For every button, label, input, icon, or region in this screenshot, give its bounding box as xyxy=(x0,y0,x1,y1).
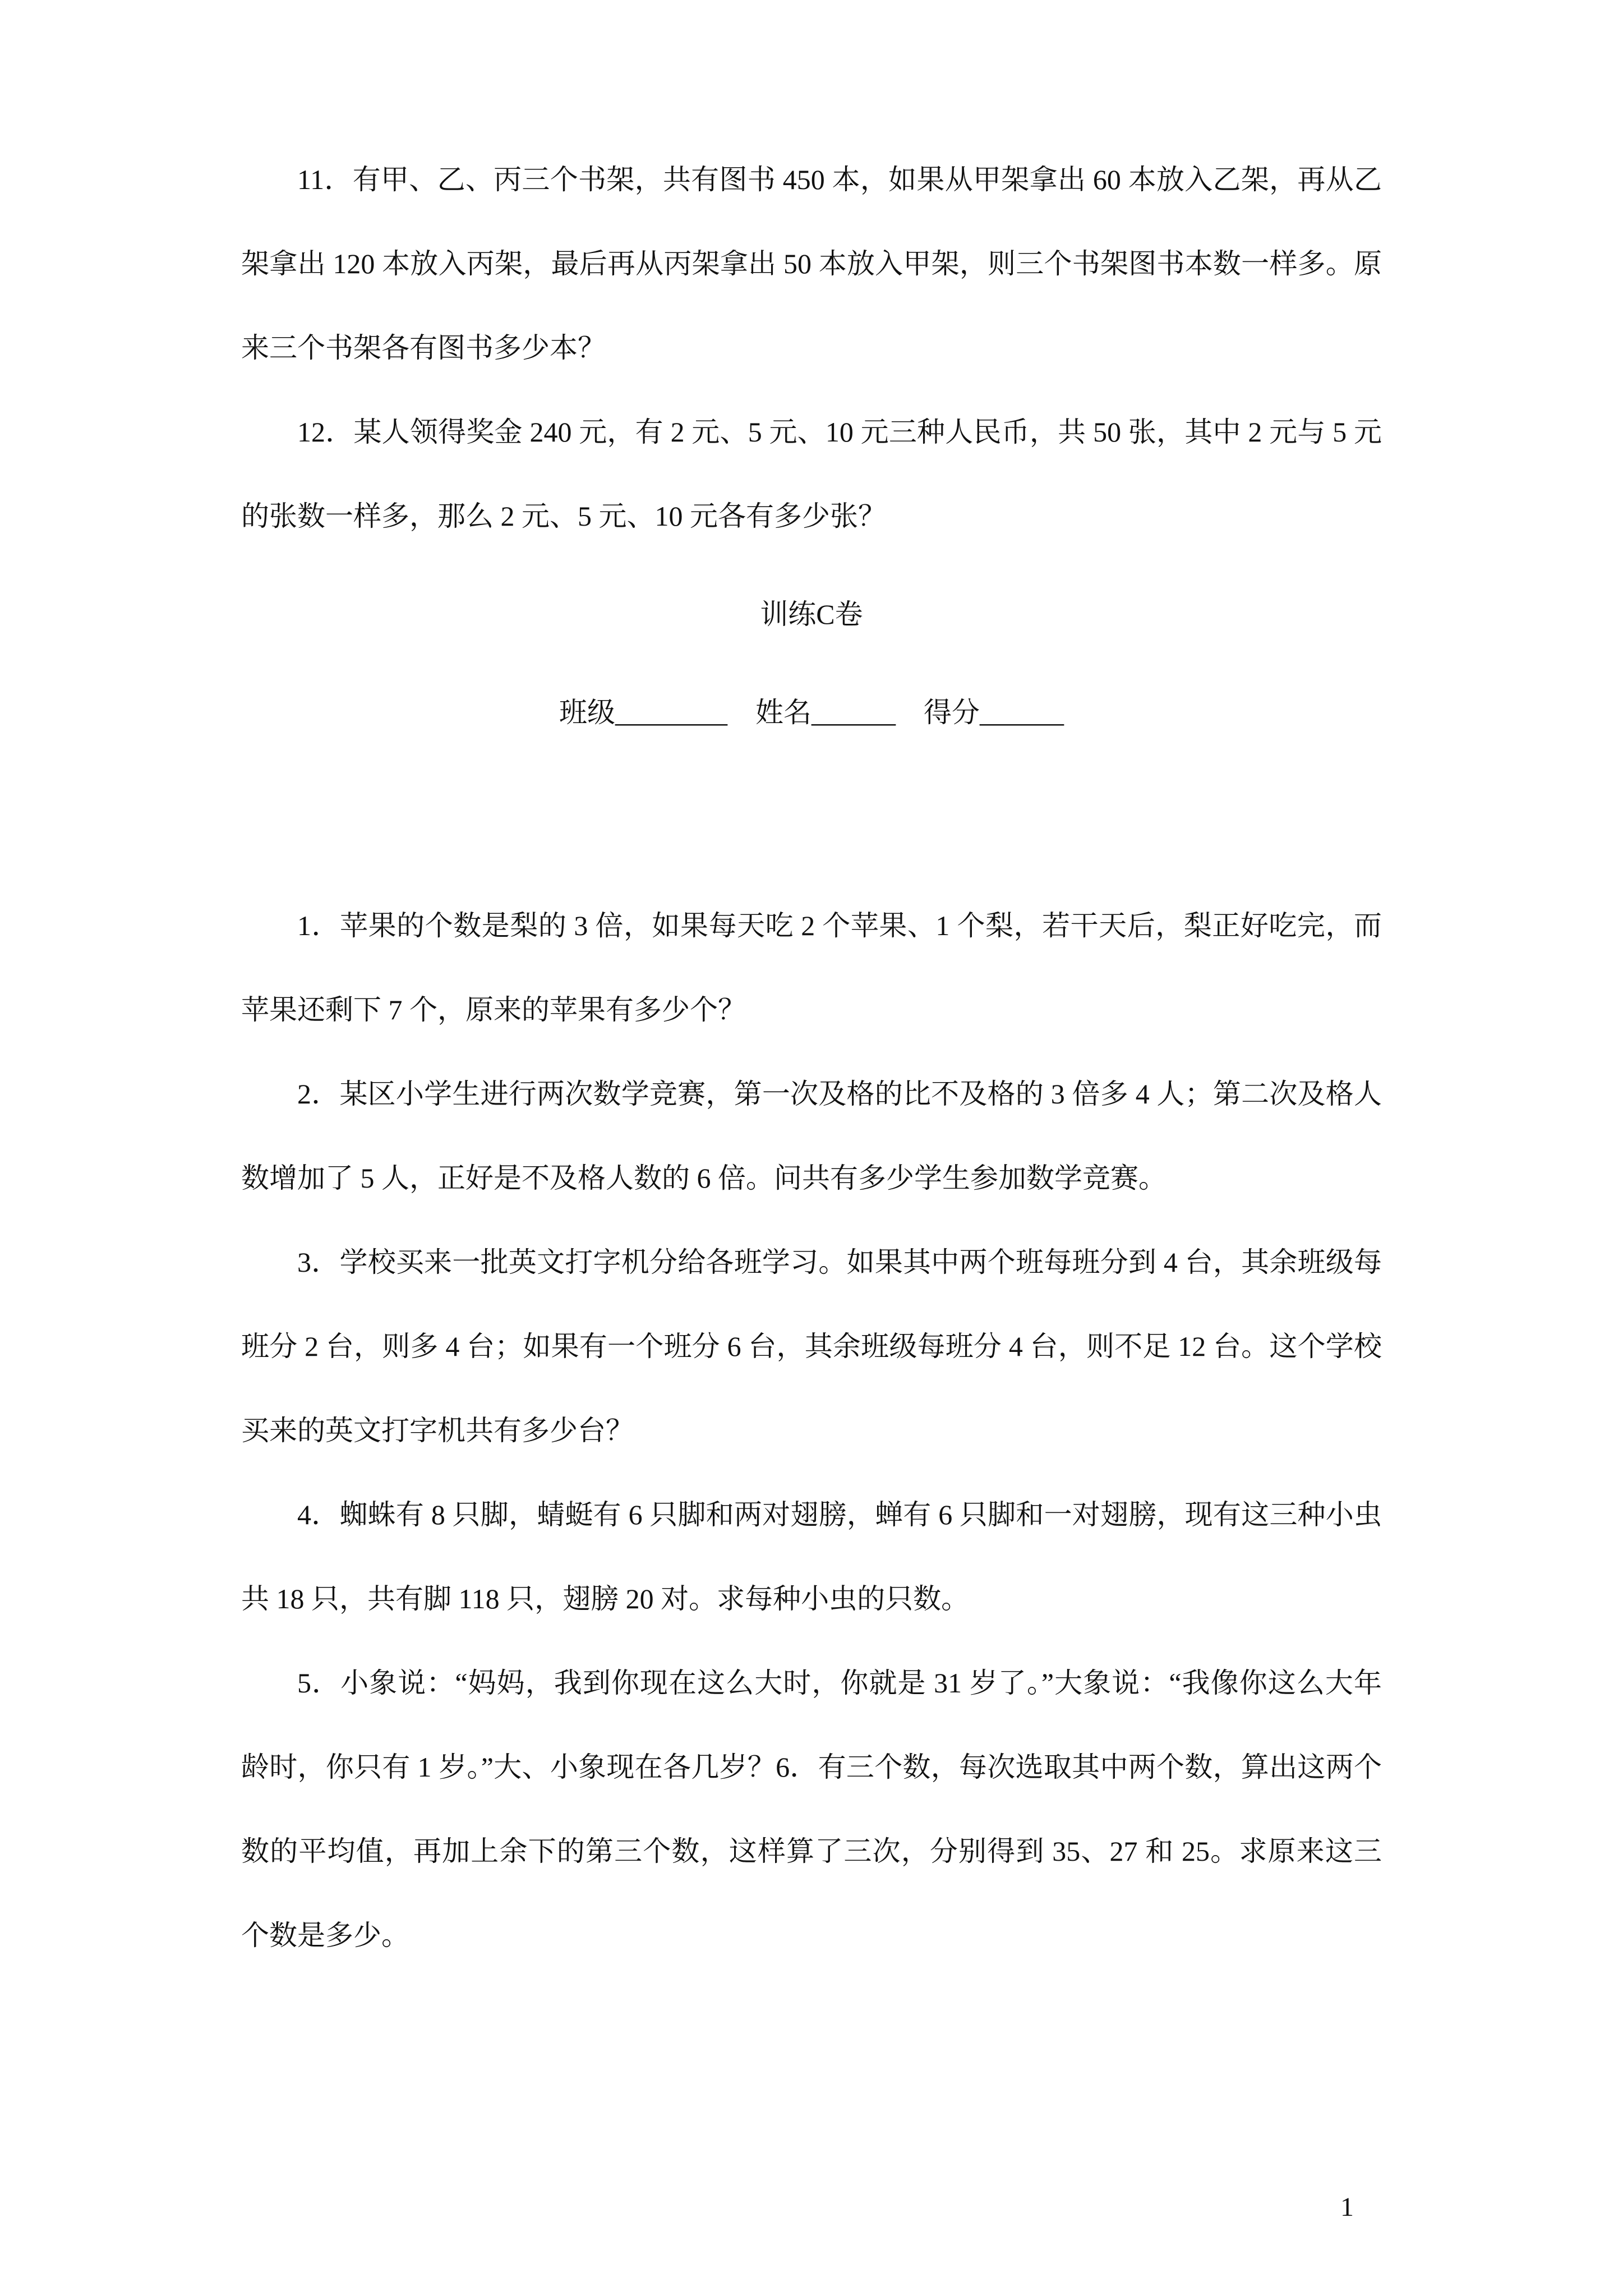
problem-11-text: 11．有甲、乙、丙三个书架，共有图书 450 本，如果从甲架拿出 60 本放入乙架，再从乙架拿出 120 本放入丙架，最后再从丙架拿出 50 本放入甲架，则三个书架图书本数一样多。原来三个书架各有图书多少本？ xyxy=(241,164,1382,364)
problem-2-text: 2．某区小学生进行两次数学竞赛，第一次及格的比不及格的 3 倍多 4 人；第二次及格人数增加了 5 人，正好是不及格人数的 6 倍。问共有多少学生参加数学竞赛。 xyxy=(241,1078,1382,1194)
problem-1-text: 1．苹果的个数是梨的 3 倍，如果每天吃 2 个苹果、1 个梨，若干天后，梨正好吃完，而苹果还剩下 7 个，原来的苹果有多少个？ xyxy=(241,910,1382,1025)
page-number: 1 xyxy=(1340,2192,1354,2222)
problem-5-text: 5．小象说：“妈妈，我到你现在这么大时，你就是 31 岁了。”大象说：“我像你这么大年龄时，你只有 1 岁。”大、小象现在各几岁？6．有三个数，每次选取其中两个数，算出这两个数的平均值，再加上余下的第三个数，这样算了三次，分别得到 35、27 和 25。求原来这三个数是多少。 xyxy=(241,1667,1382,1951)
problem-12-text: 12．某人领得奖金 240 元，有 2 元、5 元、10 元三种人民币，共 50 张，其中 2 元与 5 元的张数一样多，那么 2 元、5 元、10 元各有多少张？ xyxy=(241,416,1382,532)
section-spacer xyxy=(241,754,1382,884)
problem-4-text: 4．蜘蛛有 8 只脚，蜻蜓有 6 只脚和两对翅膀，蝉有 6 只脚和一对翅膀，现有这三种小虫共 18 只，共有脚 118 只，翅膀 20 对。求每种小虫的只数。 xyxy=(241,1499,1382,1614)
fill-in-blanks-line: 班级________ 姓名______ 得分______ xyxy=(559,697,1064,728)
section-title: 训练C卷 xyxy=(760,599,863,630)
problem-3-text: 3．学校买来一批英文打字机分给各班学习。如果其中两个班每班分到 4 台，其余班级每班分 2 台，则多 4 台；如果有一个班分 6 台，其余班级每班分 4 台，则不足 12 台。这个学校买来的英文打字机共有多少台？ xyxy=(241,1246,1382,1446)
